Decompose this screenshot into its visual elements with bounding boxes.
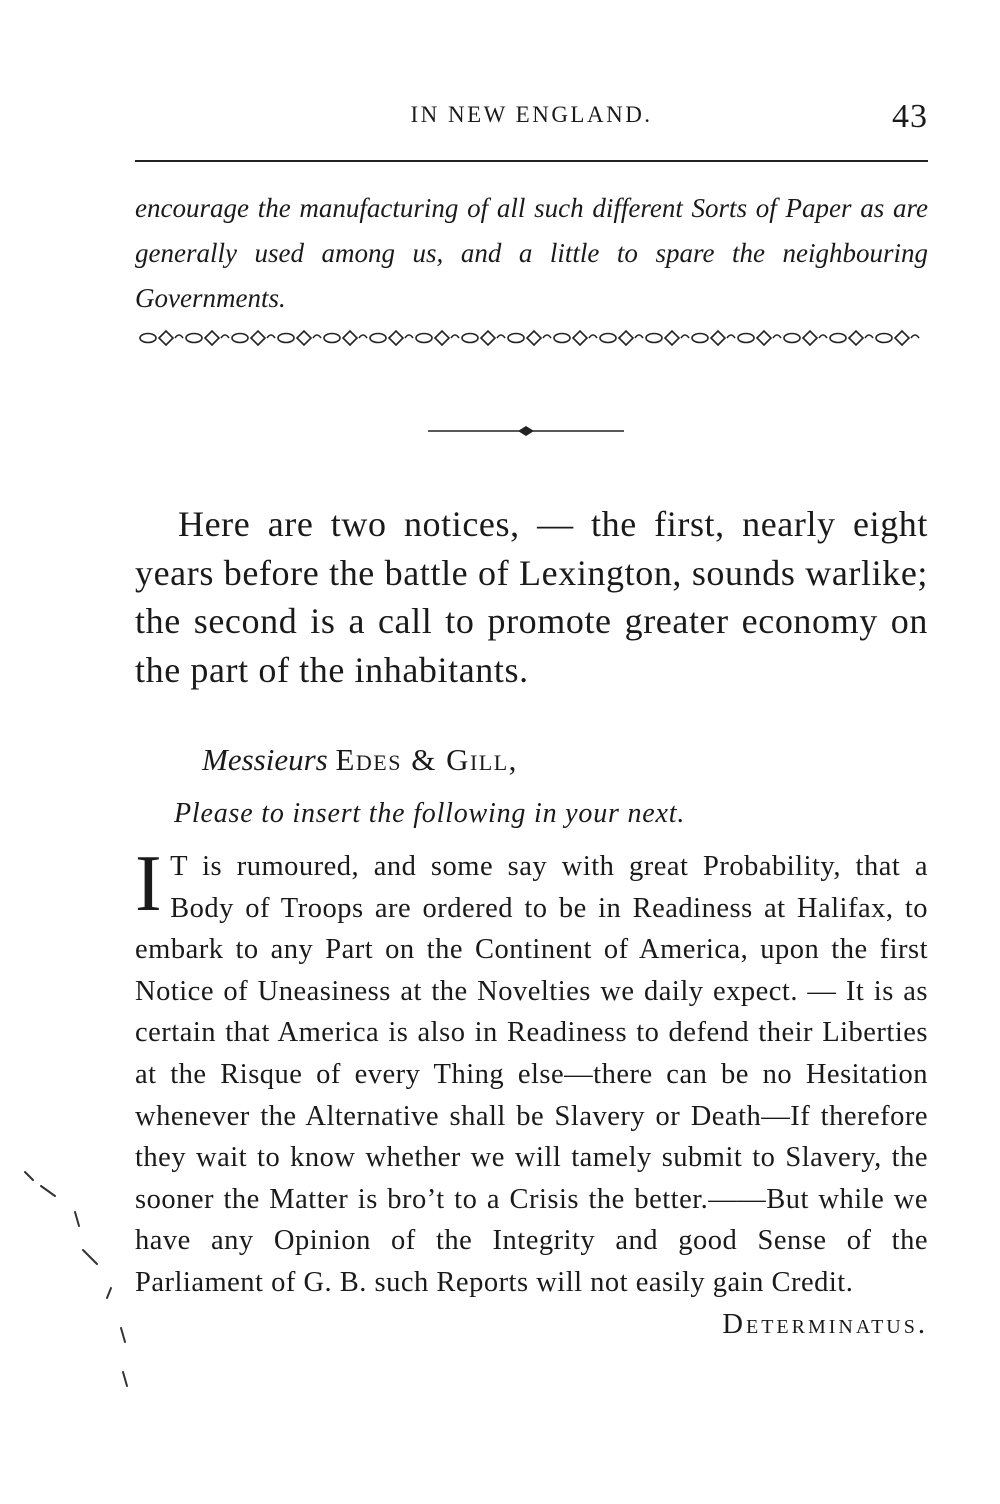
salutation	[202, 742, 518, 778]
margin-pencil-marks-icon	[15, 1160, 135, 1460]
notice-text: T is rumoured, and some say with great Probability, that a Body of Troops are ordered to be in Readiness at Halifax, to embark to any Part on the Continent of America, upon the first Notice of Uneasiness at the Novelties we daily expect. — It is as certain that America is also in Readiness to defend their Liberties at the Risque of every Thing else—there can be no Hesitation whenever the Alternative shall be Slavery or Death—If therefore they wait to know whether we will tamely submit to Slavery, the sooner the Matter is bro’t to a Crisis the better.——But while we have any Opinion of the Integrity and good Sense of the Parliament of G. B. such Reports will not easily gain Credit.	[135, 851, 928, 1298]
running-title: IN NEW ENGLAND.	[410, 102, 653, 127]
intro-paragraph	[135, 500, 928, 694]
salutation-prefix: Messieurs	[202, 742, 328, 777]
page-number: 43	[892, 98, 928, 135]
drop-cap: I	[135, 840, 163, 928]
header-rule	[135, 160, 928, 162]
ornamental-border-icon	[135, 323, 928, 353]
notice-body	[135, 840, 928, 1345]
intro-text: Here are two notices, — the first, nearly eight years before the battle of Lexington, sounds warlike; the second is a call to promote greater economy on the part of the inhabitants.	[135, 504, 928, 690]
salutation-names: Edes & Gill,	[335, 742, 518, 777]
running-head	[135, 98, 928, 138]
continued-advertisement-text: encourage the manufacturing of all such different Sorts of Paper as are generally used among us, and a little to spare the neighbouring Governments.	[135, 193, 928, 313]
signature: Determinatus.	[722, 1308, 928, 1340]
insertion-request: Please to insert the following in your next.	[174, 798, 686, 829]
section-divider-icon	[428, 424, 624, 438]
